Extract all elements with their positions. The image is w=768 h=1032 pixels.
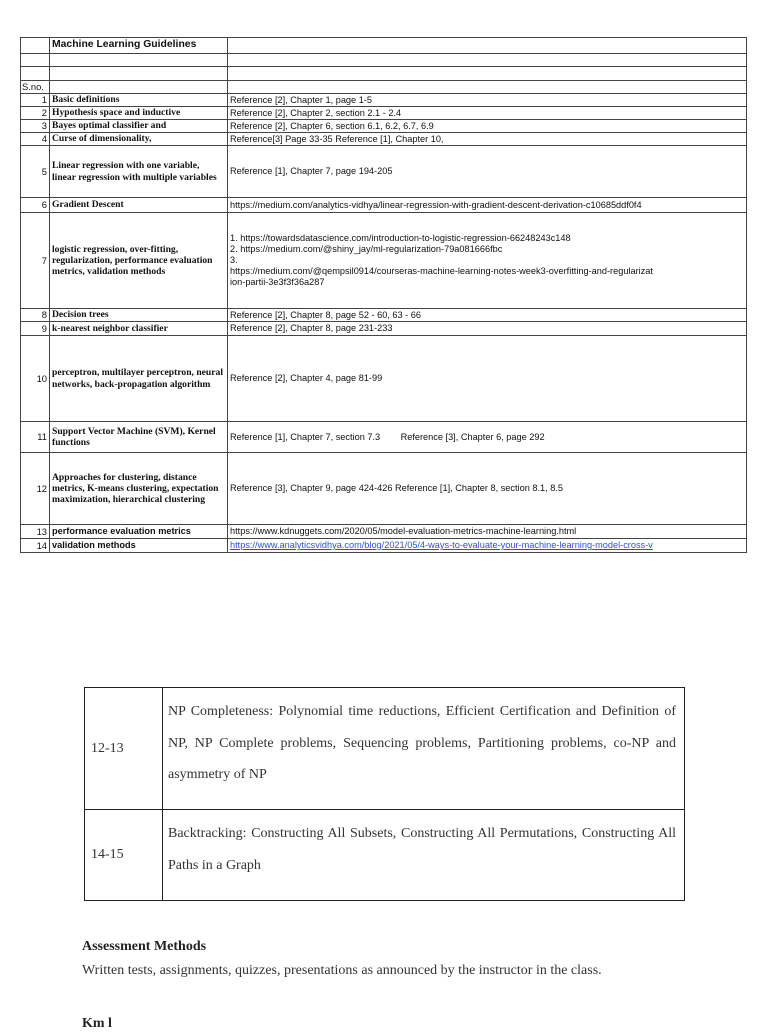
- table-row: [21, 94, 747, 107]
- table-row: [85, 810, 685, 901]
- row-topic: Support Vector Machine (SVM), Kernel functions: [50, 422, 228, 453]
- table-row: [21, 107, 747, 120]
- assessment-text: Written tests, assignments, quizzes, presentations as announced by the instructor in the class.: [82, 963, 602, 978]
- row-topic: performance evaluation metrics: [50, 525, 228, 539]
- row-reference: 1. https://towardsdatascience.com/introduction-to-logistic-regression-66248243c148 2. https://medium.com/@shiny_jay/ml-regularization-79a081666fbc 3. https://medium.com/@qempsil0914/courseras-machine-learning-notes-week3-overfitting-and-regularizat ion-partii-3e3f3f36a287: [228, 213, 747, 309]
- row-number: 13: [21, 525, 50, 539]
- row-reference: Reference [1], Chapter 7, section 7.3 Reference [3], Chapter 6, page 292: [228, 422, 747, 453]
- topic-cell: Backtracking: Constructing All Subsets, Constructing All Permutations, Constructing All Paths in a Graph: [163, 810, 685, 901]
- empty-cell: [228, 38, 747, 54]
- row-topic: k-nearest neighbor classifier: [50, 322, 228, 336]
- np-topics-table: [84, 687, 685, 901]
- table-row: [21, 198, 747, 213]
- row-reference: https://www.kdnuggets.com/2020/05/model-evaluation-metrics-machine-learning.html: [228, 525, 747, 539]
- row-number: 2: [21, 107, 50, 120]
- empty-cell: [228, 54, 747, 67]
- row-number: 7: [21, 213, 50, 309]
- row-topic: Bayes optimal classifier and: [50, 120, 228, 133]
- sheet-title: Machine Learning Guidelines: [50, 38, 228, 54]
- table-row: [21, 336, 747, 422]
- row-number: 8: [21, 309, 50, 322]
- row-topic: Basic definitions: [50, 94, 228, 107]
- empty-cell: [50, 54, 228, 67]
- reference-link-cell[interactable]: [228, 539, 747, 553]
- assessment-heading: Assessment Methods: [82, 939, 207, 954]
- row-reference: Reference [2], Chapter 4, page 81-99: [228, 336, 747, 422]
- row-topic: logistic regression, over-fitting, regularization, performance evaluation metrics, validation methods: [50, 213, 228, 309]
- row-reference: Reference[3] Page 33-35 Reference [1], Chapter 10,: [228, 133, 747, 146]
- row-reference: Reference [2], Chapter 6, section 6.1, 6.2, 6.7, 6.9: [228, 120, 747, 133]
- table-row: [21, 309, 747, 322]
- empty-cell: [50, 81, 228, 94]
- empty-cell: [21, 67, 50, 81]
- row-topic: Curse of dimensionality,: [50, 133, 228, 146]
- row-reference: Reference [2], Chapter 1, page 1-5: [228, 94, 747, 107]
- row-reference: Reference [1], Chapter 7, page 194-205: [228, 146, 747, 198]
- row-number: 9: [21, 322, 50, 336]
- row-reference: Reference [2], Chapter 8, page 52 - 60, 63 - 66: [228, 309, 747, 322]
- row-number: 4: [21, 133, 50, 146]
- row-reference: Reference [3], Chapter 9, page 424-426 Reference [1], Chapter 8, section 8.1, 8.5: [228, 453, 747, 525]
- ml-guidelines-table: [20, 37, 747, 553]
- validation-methods-link[interactable]: https://www.analyticsvidhya.com/blog/2021/05/4-ways-to-evaluate-your-machine-learning-model-cross-v: [230, 540, 653, 551]
- blank-row: [21, 54, 747, 67]
- empty-cell: [50, 67, 228, 81]
- title-row: [21, 38, 747, 54]
- table-row: [21, 453, 747, 525]
- table-row: [85, 688, 685, 810]
- row-reference: Reference [2], Chapter 2, section 2.1 - 2.4: [228, 107, 747, 120]
- row-topic: validation methods: [50, 539, 228, 553]
- row-topic: Decision trees: [50, 309, 228, 322]
- row-number: 14: [21, 539, 50, 553]
- row-topic: perceptron, multilayer perceptron, neural networks, back-propagation algorithm: [50, 336, 228, 422]
- header-row: [21, 81, 747, 94]
- row-number: 5: [21, 146, 50, 198]
- row-number: 6: [21, 198, 50, 213]
- row-number: 12: [21, 453, 50, 525]
- row-number: 3: [21, 120, 50, 133]
- cutoff-heading: Km l: [82, 1016, 112, 1031]
- table-row: [21, 120, 747, 133]
- table-row: [21, 322, 747, 336]
- table-row: [21, 213, 747, 309]
- row-number: 1: [21, 94, 50, 107]
- row-topic: Linear regression with one variable, linear regression with multiple variables: [50, 146, 228, 198]
- blank-row: [21, 67, 747, 81]
- empty-cell: [21, 54, 50, 67]
- table-row: [21, 422, 747, 453]
- weeks-cell: 12-13: [85, 688, 163, 810]
- table-row: [21, 525, 747, 539]
- sno-header: S.no.: [21, 81, 50, 94]
- row-topic: Hypothesis space and inductive: [50, 107, 228, 120]
- weeks-cell: 14-15: [85, 810, 163, 901]
- corner-cell: [21, 38, 50, 54]
- row-reference: https://medium.com/analytics-vidhya/linear-regression-with-gradient-descent-derivation-c10685ddf0f4: [228, 198, 747, 213]
- row-number: 11: [21, 422, 50, 453]
- table-row: [21, 133, 747, 146]
- row-number: 10: [21, 336, 50, 422]
- topic-cell: NP Completeness: Polynomial time reductions, Efficient Certification and Definition of NP, NP Complete problems, Sequencing problems, Partitioning problems, co-NP and asymmetry of NP: [163, 688, 685, 810]
- row-topic: Gradient Descent: [50, 198, 228, 213]
- empty-cell: [228, 67, 747, 81]
- table-row: [21, 146, 747, 198]
- empty-cell: [228, 81, 747, 94]
- row-reference: Reference [2], Chapter 8, page 231-233: [228, 322, 747, 336]
- table-row: [21, 539, 747, 553]
- row-topic: Approaches for clustering, distance metrics, K-means clustering, expectation maximization, hierarchical clustering: [50, 453, 228, 525]
